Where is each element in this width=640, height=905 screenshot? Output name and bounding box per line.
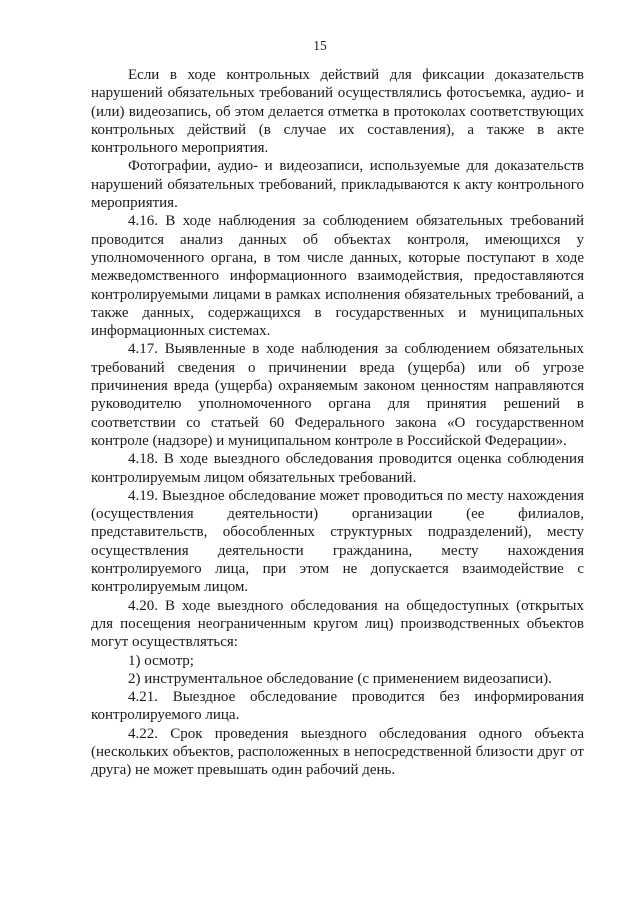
paragraph-evidence-recording: Если в ходе контрольных действий для фиксации доказательств нарушений обязательных требований осуществлялись фотосъемка, аудио- и (или) видеозапись, об этом делается отметка в протоколах соответствующих контрольных действий (в случае их составления), а также в акте контрольного мероприятия. [91, 67, 584, 157]
paragraph-evidence-attachments: Фотографии, аудио- и видеозаписи, используемые для доказательств нарушений обязательных требований, прикладываются к акту контрольного мероприятия. [91, 158, 584, 212]
paragraph-4-18: 4.18. В ходе выездного обследования проводится оценка соблюдения контролируемым лицом обязательных требований. [91, 451, 584, 486]
document-body [91, 66, 584, 780]
paragraph-4-17: 4.17. Выявленные в ходе наблюдения за соблюдением обязательных требований сведения о причинении вреда (ущерба) или об угрозе причинения вреда (ущерба) охраняемым законом ценностям направляются руководителю уполномоченного органа для принятия решений в соответствии со статьей 60 Федерального закона «О государственном контроле (надзоре) и муниципальном контроле в Российской Федерации». [91, 341, 584, 449]
list-item-instrumental-survey: 2) инструментальное обследование (с применением видеозаписи). [128, 670, 552, 687]
paragraph-4-20: 4.20. В ходе выездного обследования на общедоступных (открытых для посещения неограниченным кругом лиц) производственных объектов могут осуществляться: [91, 597, 584, 651]
paragraph-4-22: 4.22. Срок проведения выездного обследования одного объекта (нескольких объектов, расположенных в непосредственной близости друг от друга) не может превышать один рабочий день. [91, 725, 584, 779]
paragraph-4-21: 4.21. Выездное обследование проводится без информирования контролируемого лица. [91, 689, 584, 724]
paragraph-4-19: 4.19. Выездное обследование может проводиться по месту нахождения (осуществления деятельности) организации (ее филиалов, представительств, обособленных структурных подразделений), месту осуществления деятельности гражданина, месту нахождения контролируемого лица, при этом не допускается взаимодействие с контролируемым лицом. [91, 487, 584, 596]
list-item-inspection: 1) осмотр; [128, 652, 194, 669]
paragraph-4-16: 4.16. В ходе наблюдения за соблюдением обязательных требований проводится анализ данных об объектах контроля, имеющихся у уполномоченного органа, в том числе данных, которые поступают в ходе межведомственного информационного взаимодействия, предоставляются контролируемыми лицами в рамках исполнения обязательных требований, а также данных, содержащихся в государственных и муниципальных информационных системах. [91, 213, 584, 340]
page-number: 15 [313, 38, 327, 53]
